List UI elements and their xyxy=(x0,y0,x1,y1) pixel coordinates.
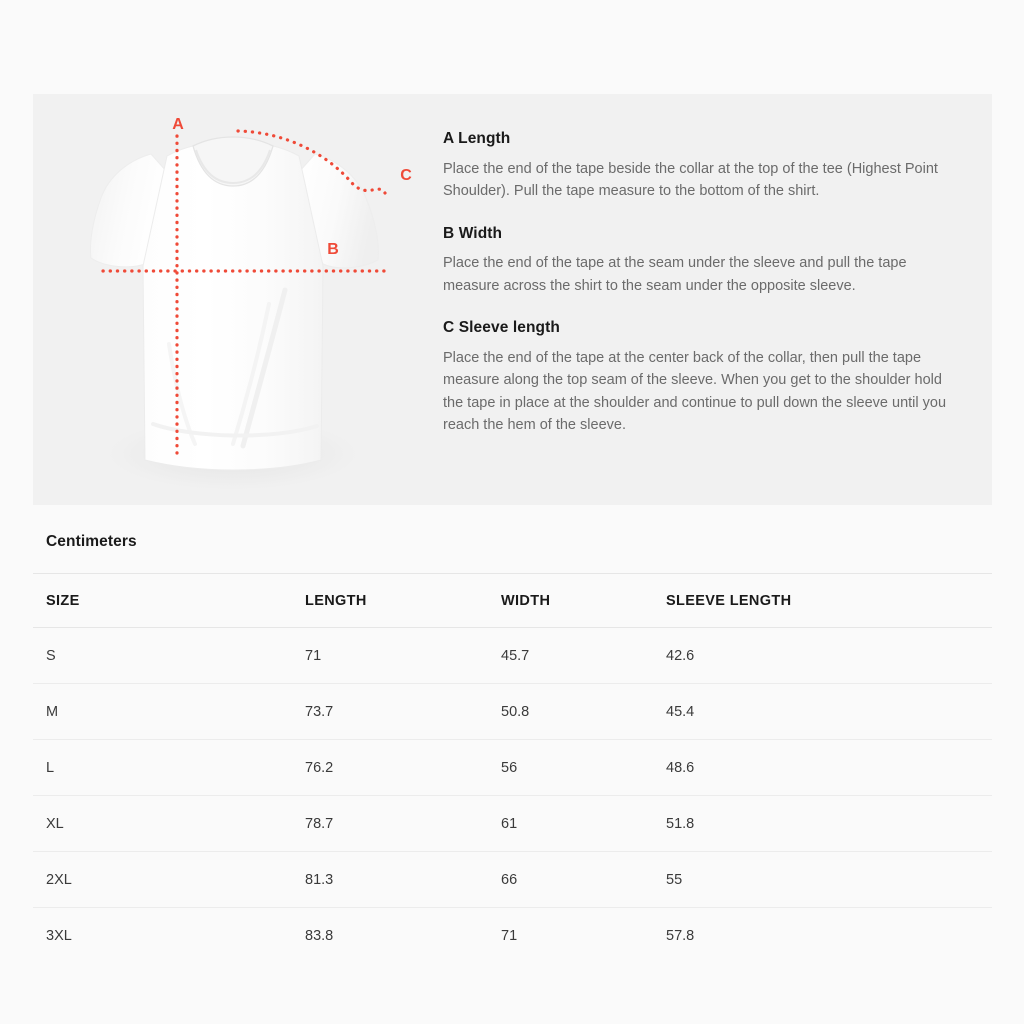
cell-width: 66 xyxy=(501,852,666,908)
cell-width: 61 xyxy=(501,796,666,852)
column-header-width: WIDTH xyxy=(501,574,666,628)
table-header-row xyxy=(33,574,992,628)
table-row xyxy=(33,852,992,908)
marker-label-c: C xyxy=(400,167,412,184)
size-table-body xyxy=(33,628,992,964)
column-header-size: SIZE xyxy=(33,574,305,628)
column-header-sleeve: SLEEVE LENGTH xyxy=(666,574,992,628)
table-row xyxy=(33,908,992,964)
table-row xyxy=(33,740,992,796)
cell-size: S xyxy=(33,628,305,684)
cell-sleeve: 57.8 xyxy=(666,928,695,944)
cell-size: M xyxy=(33,684,305,740)
cell-length: 73.7 xyxy=(305,684,501,740)
table-row xyxy=(33,684,992,740)
cell-sleeve: 48.6 xyxy=(666,740,992,796)
tshirt-diagram xyxy=(33,94,443,505)
instruction-desc-b: Place the end of the tape at the seam under the sleeve and pull the tape measure across the shirt to the seam under the opposite sleeve. xyxy=(443,255,907,294)
marker-label-b: B xyxy=(327,241,339,258)
instruction-desc-c: Place the end of the tape at the center back of the collar, then pull the tape measure along the top seam of the sleeve. When you get to the shoulder hold the tape in place at the shoulder and continue to pull down the sleeve until you reach the hem of the sleeve. xyxy=(443,349,947,434)
table-row xyxy=(33,796,992,852)
column-header-length: LENGTH xyxy=(305,574,501,628)
cell-size: L xyxy=(33,740,305,796)
instruction-title-b: B Width xyxy=(443,224,503,242)
cell-length: 81.3 xyxy=(305,852,501,908)
cell-length: 83.8 xyxy=(305,928,334,944)
instruction-desc-a: Place the end of the tape beside the collar at the top of the tee (Highest Point Shoulder). Pull the tape measure to the bottom of the shirt. xyxy=(443,160,938,200)
cell-sleeve: 55 xyxy=(666,852,992,908)
cell-length: 78.7 xyxy=(305,796,501,852)
cell-sleeve: 51.8 xyxy=(666,796,992,852)
instruction-block-c xyxy=(443,319,963,437)
cell-sleeve: 42.6 xyxy=(666,628,992,684)
instruction-title-a: A Length xyxy=(443,130,511,147)
cell-size: 3XL xyxy=(46,928,72,944)
size-table-container xyxy=(33,573,992,963)
instruction-title-c: C Sleeve length xyxy=(443,319,560,337)
measurement-instructions xyxy=(443,130,963,437)
table-row xyxy=(33,628,992,684)
size-table xyxy=(33,573,992,963)
measurement-info-panel xyxy=(33,94,992,505)
cell-length: 71 xyxy=(305,628,501,684)
cell-size: 2XL xyxy=(33,852,305,908)
marker-label-a: A xyxy=(172,116,184,133)
cell-size: XL xyxy=(33,796,305,852)
cell-length: 76.2 xyxy=(305,740,501,796)
instruction-block-b xyxy=(443,225,963,298)
shirt-body xyxy=(143,141,323,470)
cell-width: 50.8 xyxy=(501,684,666,740)
cell-width: 56 xyxy=(501,740,666,796)
tshirt-diagram-svg xyxy=(33,94,443,505)
units-label: Centimeters xyxy=(46,533,137,550)
size-table-head xyxy=(33,574,992,628)
cell-width: 71 xyxy=(501,928,518,944)
cell-sleeve: 45.4 xyxy=(666,684,992,740)
cell-width: 45.7 xyxy=(501,628,666,684)
instruction-block-a xyxy=(443,130,963,203)
